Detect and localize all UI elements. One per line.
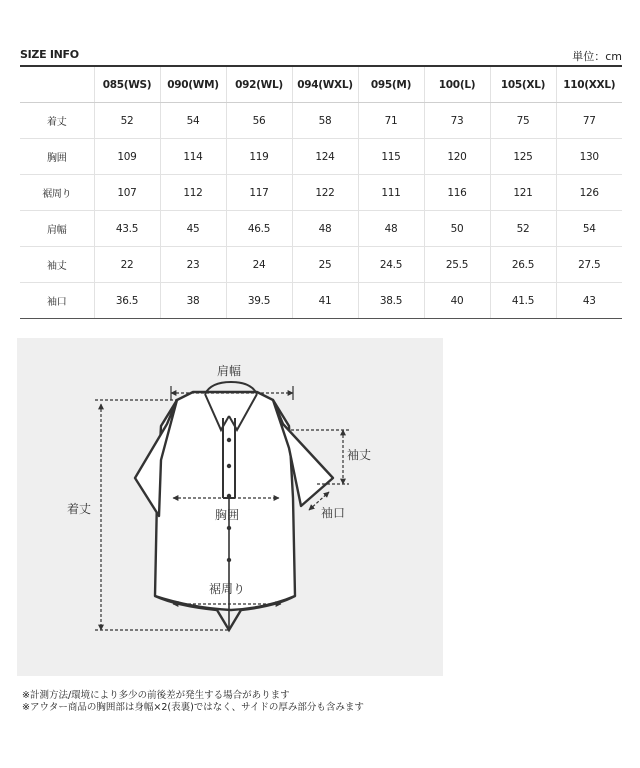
- table-cell: 45: [160, 211, 226, 247]
- table-cell: 48: [358, 211, 424, 247]
- table-cell: 54: [160, 103, 226, 139]
- table-cell: 121: [490, 175, 556, 211]
- table-cell: 25.5: [424, 247, 490, 283]
- shoulder-label: 肩幅: [217, 364, 242, 378]
- column-header: 110(XXL): [556, 66, 622, 103]
- table-cell: 26.5: [490, 247, 556, 283]
- table-cell: 43: [556, 283, 622, 319]
- table-cell: 24.5: [358, 247, 424, 283]
- size-table-header-row: [20, 66, 622, 103]
- table-cell: 50: [424, 211, 490, 247]
- table-cell: 119: [226, 139, 292, 175]
- cuff-label: 袖口: [321, 506, 346, 520]
- row-label: 胸囲: [20, 139, 94, 175]
- chest-label: 胸囲: [215, 508, 240, 522]
- table-cell: 38.5: [358, 283, 424, 319]
- table-cell: 54: [556, 211, 622, 247]
- hem-label: 裾周り: [209, 582, 246, 596]
- table-cell: 48: [292, 211, 358, 247]
- size-info-title: SIZE INFO: [20, 48, 79, 61]
- table-cell: 77: [556, 103, 622, 139]
- size-table: [20, 65, 622, 319]
- table-cell: 41.5: [490, 283, 556, 319]
- table-cell: 23: [160, 247, 226, 283]
- column-header: 105(XL): [490, 66, 556, 103]
- corner-cell: [20, 66, 94, 103]
- table-row: [20, 211, 622, 247]
- table-cell: 52: [94, 103, 160, 139]
- table-cell: 114: [160, 139, 226, 175]
- column-header: 100(L): [424, 66, 490, 103]
- row-label: 袖口: [20, 283, 94, 319]
- table-cell: 126: [556, 175, 622, 211]
- table-cell: 22: [94, 247, 160, 283]
- table-cell: 36.5: [94, 283, 160, 319]
- length-label: 着丈: [67, 502, 92, 516]
- table-cell: 109: [94, 139, 160, 175]
- column-header: 095(M): [358, 66, 424, 103]
- table-cell: 58: [292, 103, 358, 139]
- table-row: [20, 103, 622, 139]
- size-info-header: [20, 48, 622, 64]
- table-row: [20, 175, 622, 211]
- table-cell: 24: [226, 247, 292, 283]
- table-cell: 122: [292, 175, 358, 211]
- sleeve-length-label: 袖丈: [347, 448, 372, 462]
- table-cell: 71: [358, 103, 424, 139]
- unit-label: 単位：cm: [572, 50, 622, 63]
- table-cell: 56: [226, 103, 292, 139]
- column-header: 085(WS): [94, 66, 160, 103]
- table-row: [20, 247, 622, 283]
- table-cell: 27.5: [556, 247, 622, 283]
- table-cell: 25: [292, 247, 358, 283]
- table-cell: 46.5: [226, 211, 292, 247]
- table-row: [20, 283, 622, 319]
- row-label: 肩幅: [20, 211, 94, 247]
- table-cell: 115: [358, 139, 424, 175]
- column-header: 090(WM): [160, 66, 226, 103]
- table-cell: 120: [424, 139, 490, 175]
- table-cell: 111: [358, 175, 424, 211]
- table-cell: 116: [424, 175, 490, 211]
- note-line: ※計測方法/環境により多少の前後差が発生する場合があります: [22, 690, 290, 701]
- column-header: 092(WL): [226, 66, 292, 103]
- row-label: 袖丈: [20, 247, 94, 283]
- row-label: 着丈: [20, 103, 94, 139]
- note-line: ※アウター商品の胸囲部は身幅×2(表裏)ではなく、サイドの厚み部分も含みます: [22, 702, 364, 713]
- table-cell: 52: [490, 211, 556, 247]
- table-cell: 40: [424, 283, 490, 319]
- table-cell: 73: [424, 103, 490, 139]
- table-cell: 41: [292, 283, 358, 319]
- table-cell: 125: [490, 139, 556, 175]
- table-cell: 107: [94, 175, 160, 211]
- row-label: 裾周り: [20, 175, 94, 211]
- column-header: 094(WXL): [292, 66, 358, 103]
- table-cell: 130: [556, 139, 622, 175]
- table-cell: 124: [292, 139, 358, 175]
- table-cell: 75: [490, 103, 556, 139]
- table-cell: 39.5: [226, 283, 292, 319]
- measurement-diagram: [17, 338, 443, 676]
- notes: [22, 690, 364, 714]
- table-cell: 112: [160, 175, 226, 211]
- table-cell: 38: [160, 283, 226, 319]
- table-cell: 43.5: [94, 211, 160, 247]
- table-cell: 117: [226, 175, 292, 211]
- table-row: [20, 139, 622, 175]
